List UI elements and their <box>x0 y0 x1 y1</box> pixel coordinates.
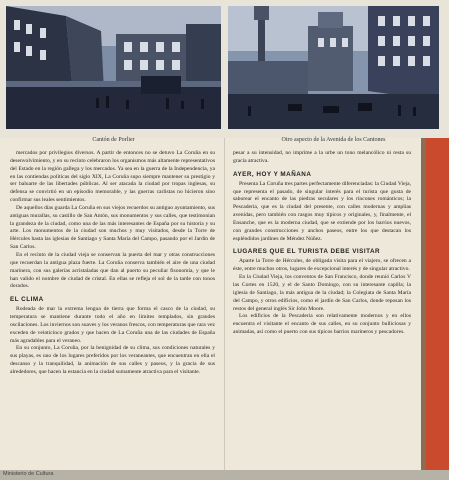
page-fold <box>224 138 225 480</box>
caption-left: Cantón de Porlier <box>92 137 135 143</box>
body-paragraph: En la Ciudad Vieja, los conventos de San Francisco, donde reunió Carlos V las Cortes en 1520, y el de Santo Domingo, con su interesante capilla; la iglesia de Santiago, la más antigua de la ciudad; la Colegiata de Santa María del Campo, y otros edificios, como el jardín de San Carlos, donde reposan los restos del general inglés Sir John Moore. <box>233 274 411 312</box>
body-paragraph: Presenta La Coruña tres partes perfectamente diferenciadas: la Ciudad Vieja, que representa el pasado, de singular interés para el turista que gusta de saborear el encanto de las piedras seculares y los rincones románticos; la Pescadería, que es la ciudad del presente, con calles modernas y amplias avenidas, pero también con rasgos muy típicos y originales, y, finalmente, el Ensanche, que es la moderna ciudad, que se extiende por los barrios nuevos, con grandes construcciones y anchos paseos, entre los que destacan los espléndidos jardines de Méndez Núñez. <box>233 180 411 242</box>
body-paragraph: De aquellos días guarda La Coruña en sus viejos recuerdos su antiguo ayuntamiento, sus antiguas murallas, su castillo de San Antón, sus monumentos y sus calles, que testimonian la grandeza de la ciudad, como una de las más interesantes de España por su historia y su arte. Los monumentos de la ciudad son muchos y muy visitados, desde la Torre de Hércules hasta las iglesias de Santiago y Santa María del Campo, pasando por el Jardín de San Carlos. <box>10 204 215 251</box>
body-paragraph: mercados por privilegios diversos. A partir de entonces no se detuvo La Coruña en su desenvolvimiento, y en su recinto celebraron los organismos más altamente representativos del Estado en la región gallega y los mercados. Ya sea en la guerra de la Independencia, ya en las contiendas políticas del siglo XIX, La Coruña supo siempre mantener su prestigio y ser baluarte de las libertades públicas. Al ser atacada la ciudad por tropas inglesas, su defensa se convirtió en un episodio memorable, y las guerras carlistas no hicieron sino confirmar sus leales sentimientos. <box>10 150 215 204</box>
body-paragraph: Aparte la Torre de Hércules, de obligada visita para el viajero, se ofrecen a éste, entre muchos otros, lugares de excepcional interés y de singular atractivo. <box>233 258 411 273</box>
body-paragraph: pesar a su intensidad, no imprime a la urbe un tono melancólico ni resta su gracia atractiva. <box>233 150 411 164</box>
section-heading-clima: EL CLIMA <box>10 296 44 304</box>
body-paragraph: En su conjunto, La Coruña, por la benignidad de su clima, sus condiciones naturales y sus playas, es uno de los lugares preferidos por los veraneantes, que encuentran en ella el descanso y la tranquilidad, la animación de sus calles y paseos, y la gracia de sus alrededores, que hacen la estancia en la ciudad sumamente atractiva para el visitante. <box>10 345 215 375</box>
scan-bottom-strip <box>0 470 449 480</box>
left-column <box>10 150 215 468</box>
body-paragraph: Rodeada de mar la extrema lengua de tierra que forma el casco de la ciudad, su temperatura se mantiene durante todo el año en límites templados, sin grandes oscilaciones. Los inviernos son suaves y los veranos frescos, con temperaturas que rara vez exceden de veinticinco grados y que hacen de La Coruña una de las ciudades de España más agradables para el veraneo. <box>10 306 215 344</box>
red-back-cover-edge <box>426 138 449 480</box>
archive-credit: Ministerio de Cultura <box>3 471 54 477</box>
body-paragraph: Los edificios de la Pescadería son relativamente modernos y en ellos encuentra el visitante el encanto de sus calles, en su conjunto bulliciosas y animadas, así como el puerto con sus típicos barrios marineros y pescadores. <box>233 313 411 336</box>
street-photo-left <box>6 6 221 129</box>
avenue-photo-right <box>228 6 439 129</box>
right-column <box>233 150 411 468</box>
section-heading-lugares: LUGARES QUE EL TURISTA DEBE VISITAR <box>233 248 381 256</box>
body-paragraph: En el recinto de la ciudad vieja se conservan la puerta del mar y otras construcciones que recuerdan la antigua plaza fuerte. La Coruña conserva también el aire de una ciudad marinera, con sus galerías acristaladas que dan al puerto su peculiar fisonomía, y que le han valido el nombre de ciudad de cristal. En ellas se refleja el sol de la tarde con tonos dorados. <box>10 251 215 290</box>
section-heading-ayer-hoy-manana: AYER, HOY Y MAÑANA <box>233 170 312 178</box>
caption-right: Otro aspecto de la Avenida de los Cantones <box>281 137 386 143</box>
